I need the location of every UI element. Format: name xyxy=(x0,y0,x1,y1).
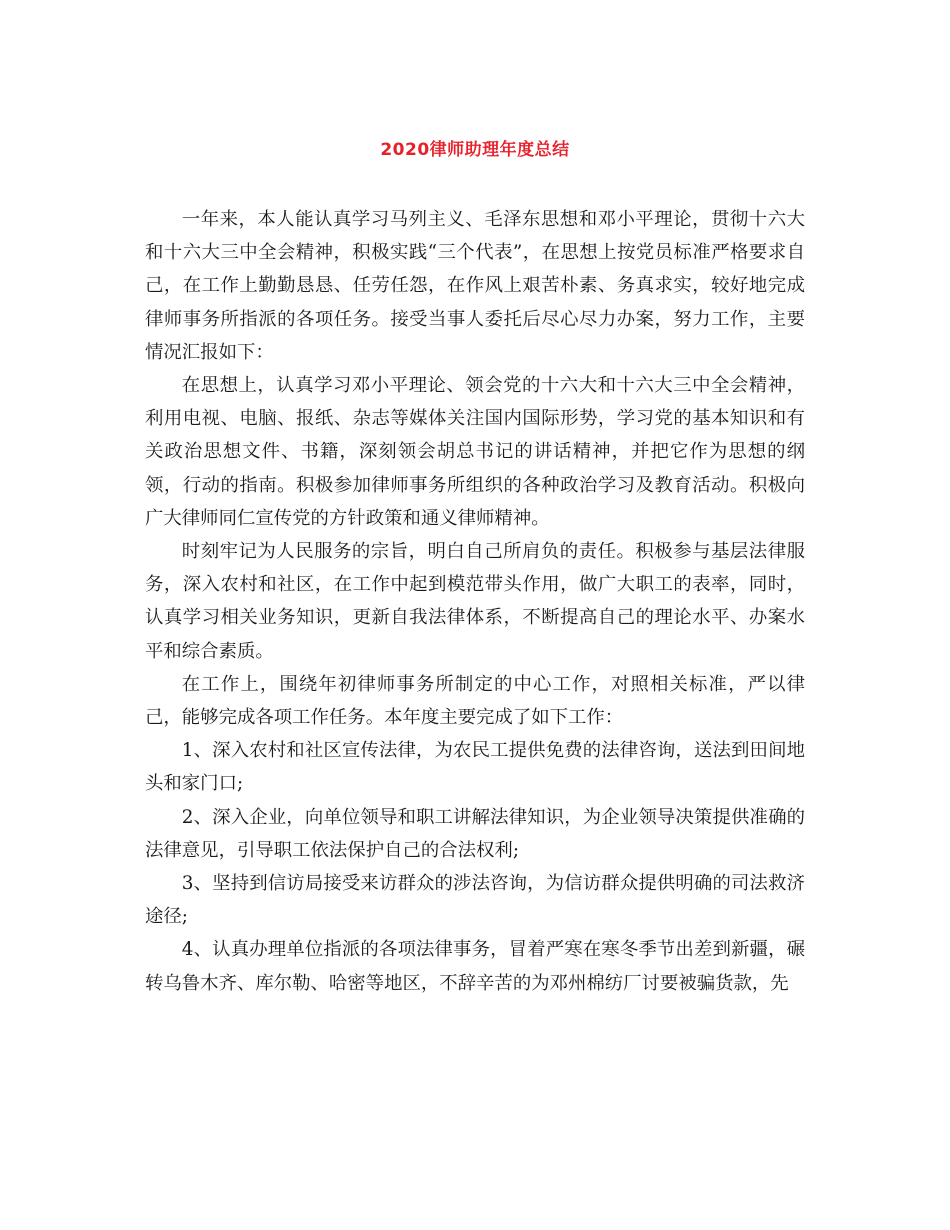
list-item: 1、深入农村和社区宣传法律，为农民工提供免费的法律咨询，送法到田间地头和家门口; xyxy=(145,740,805,795)
list-item: 2、深入企业，向单位领导和职工讲解法律知识，为企业领导决策提供准确的法律意见，引导职工依法保护自己的合法权利; xyxy=(145,806,805,861)
paragraph: 一年来，本人能认真学习马列主义、毛泽东思想和邓小平理论，贯彻十六大和十六大三中全会精神，积极实践“三个代表”，在思想上按党员标准严格要求自己，在工作上勤勤恳恳、任劳任怨，在作风上艰苦朴素、务真求实，较好地完成律师事务所指派的各项任务。接受当事人委托后尽心尽力办案，努力工作，主要情况汇报如下： xyxy=(145,209,805,363)
paragraph: 时刻牢记为人民服务的宗旨，明白自己所肩负的责任。积极参与基层法律服务，深入农村和社区，在工作中起到模范带头作用，做广大职工的表率，同时，认真学习相关业务知识，更新自我法律体系，不断提高自己的理论水平、办案水平和综合素质。 xyxy=(145,541,805,662)
paragraph: 在思想上，认真学习邓小平理论、领会党的十六大和十六大三中全会精神，利用电视、电脑、报纸、杂志等媒体关注国内国际形势，学习党的基本知识和有关政治思想文件、书籍，深刻领会胡总书记的讲话精神，并把它作为思想的纲领，行动的指南。积极参加律师事务所组织的各种政治学习及教育活动。积极向广大律师同仁宣传党的方针政策和通义律师精神。 xyxy=(145,375,805,529)
list-item: 4、认真办理单位指派的各项法律事务，冒着严寒在寒冬季节出差到新疆，碾转乌鲁木齐、库尔勒、哈密等地区，不辞辛苦的为邓州棉纺厂讨要被骗货款，先 xyxy=(145,939,805,994)
list-item: 3、坚持到信访局接受来访群众的涉法咨询，为信访群众提供明确的司法救济途径; xyxy=(145,873,805,928)
document-title: 2020律师助理年度总结 xyxy=(380,140,570,160)
document-body xyxy=(145,203,805,1000)
paragraph: 在工作上，围绕年初律师事务所制定的中心工作，对照相关标准，严以律己，能够完成各项工作任务。本年度主要完成了如下工作： xyxy=(145,673,805,729)
